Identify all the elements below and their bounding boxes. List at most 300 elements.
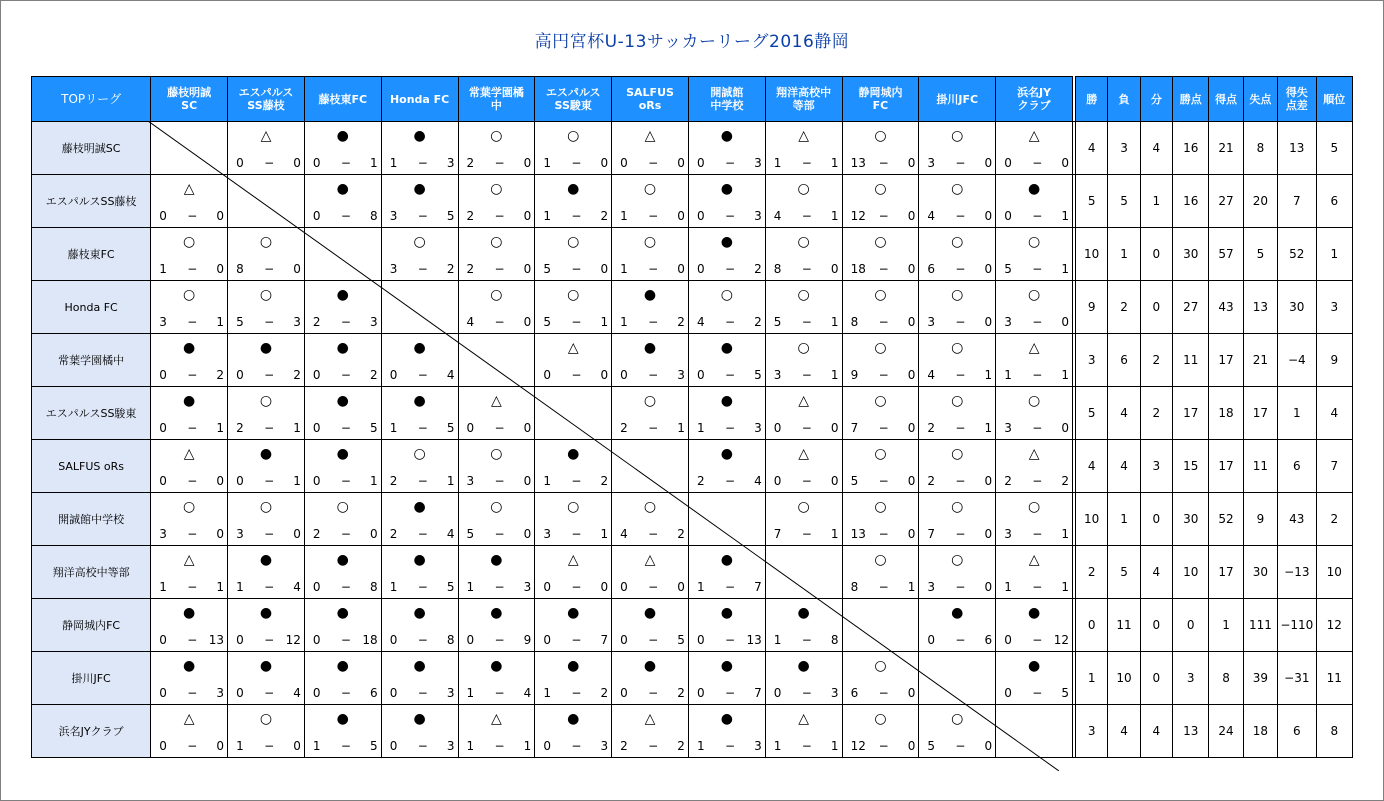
goals-against: 0 [216,262,225,276]
win-mark-icon: ○ [490,446,503,462]
win-mark-icon: ○ [797,340,810,356]
goals-for: 0 [696,209,705,223]
stat-draws: 2 [1140,334,1172,387]
stat-goal-difference: −31 [1278,652,1316,705]
goals-against: 0 [523,421,532,435]
stat-goals-scored: 43 [1209,281,1243,334]
column-header-stat: 分 [1140,77,1172,122]
score-dash: − [724,580,735,594]
loss-mark-icon: ● [259,552,273,568]
score-dash: − [955,262,966,276]
goals-for: 1 [159,580,167,594]
goals-against: 1 [677,421,685,435]
loss-mark-icon: ● [413,181,426,197]
stat-losses: 10 [1108,652,1140,705]
goals-for: 0 [543,580,551,594]
stat-losses: 6 [1108,334,1140,387]
goals-for: 0 [927,633,936,647]
goals-for: 0 [312,156,321,170]
draw-mark-icon: △ [567,552,579,568]
goals-for: 0 [620,633,628,647]
win-mark-icon: ○ [1027,287,1041,303]
win-mark-icon: ○ [951,340,964,356]
goals-against: 0 [600,368,609,382]
goals-against: 0 [293,527,301,541]
goals-for: 0 [696,633,705,647]
goals-for: 0 [389,368,398,382]
score-dash: − [955,580,966,594]
column-header-stat: 失点 [1243,77,1277,122]
stat-losses: 5 [1108,546,1140,599]
win-mark-icon: ○ [951,234,964,250]
score-dash: − [724,209,735,223]
goals-against: 0 [216,739,225,753]
win-mark-icon: ○ [951,287,964,303]
goals-for: 4 [927,209,936,223]
goals-against: 3 [754,739,762,753]
goals-against: 8 [370,209,378,223]
goals-for: 2 [927,474,936,488]
goals-against: 0 [907,527,916,541]
goals-for: 0 [620,368,628,382]
score-dash: − [648,527,659,541]
goals-for: 0 [773,421,782,435]
column-header-team: 藤枝東FC [304,77,381,122]
goals-against: 5 [1061,686,1069,700]
win-mark-icon: ○ [1027,234,1041,250]
stat-wins: 3 [1076,705,1108,758]
loss-mark-icon: ● [259,605,273,621]
goals-for: 0 [236,368,244,382]
loss-mark-icon: ● [643,605,657,621]
goals-for: 0 [543,739,551,753]
goals-for: 0 [312,580,321,594]
goals-against: 2 [677,527,685,541]
loss-mark-icon: ● [336,128,349,144]
win-mark-icon: ○ [874,393,887,409]
goals-for: 5 [543,262,551,276]
draw-mark-icon: △ [183,446,195,462]
loss-mark-icon: ● [183,340,196,356]
goals-for: 3 [389,209,398,223]
score-dash: − [724,156,735,170]
stat-goals-scored: 8 [1209,652,1243,705]
goals-against: 0 [677,580,685,594]
goals-for: 0 [312,686,321,700]
score-dash: − [571,580,582,594]
goals-for: 0 [159,739,167,753]
score-dash: − [340,368,351,382]
win-mark-icon: ○ [1027,499,1041,515]
draw-mark-icon: △ [491,393,502,409]
goals-against: 3 [293,315,301,329]
score-dash: − [187,686,198,700]
win-mark-icon: ○ [874,446,887,462]
stat-draws: 0 [1140,228,1172,281]
goals-for: 2 [620,739,628,753]
score-dash: − [417,156,428,170]
score-dash: − [648,739,659,753]
goals-against: 0 [984,580,993,594]
column-header-stat: 順位 [1316,77,1352,122]
win-mark-icon: ○ [797,499,810,515]
score-dash: − [801,315,812,329]
goals-for: 0 [159,209,167,223]
win-mark-icon: ○ [874,552,887,568]
score-dash: − [494,156,505,170]
score-dash: − [878,527,889,541]
goals-against: 4 [754,474,762,488]
draw-mark-icon: △ [183,181,195,197]
score-dash: − [187,580,198,594]
score-dash: − [494,421,505,435]
score-dash: − [724,633,735,647]
stat-goals-conceded: 13 [1243,281,1277,334]
goals-against: 8 [830,633,839,647]
goals-for: 1 [236,739,244,753]
score-dash: − [187,421,198,435]
loss-mark-icon: ● [720,711,733,727]
win-mark-icon: ○ [951,446,964,462]
score-dash: − [494,686,505,700]
score-dash: − [878,209,889,223]
goals-for: 0 [620,156,628,170]
goals-against: 0 [523,527,532,541]
loss-mark-icon: ● [567,605,580,621]
loss-mark-icon: ● [413,499,426,515]
goals-against: 1 [600,315,609,329]
goals-against: 0 [523,315,532,329]
goals-for: 4 [927,368,936,382]
goals-against: 0 [523,156,532,170]
goals-against: 1 [1061,527,1069,541]
goals-against: 0 [293,739,301,753]
score-dash: − [494,580,505,594]
goals-for: 0 [312,209,321,223]
goals-for: 6 [927,262,936,276]
score-dash: − [801,527,812,541]
goals-for: 18 [850,262,866,276]
loss-mark-icon: ● [567,711,580,727]
goals-for: 9 [850,368,859,382]
win-mark-icon: ○ [567,287,580,303]
stat-goal-difference: 43 [1278,493,1316,546]
goals-against: 0 [216,209,225,223]
score-dash: − [955,474,966,488]
draw-mark-icon: △ [1028,446,1040,462]
stat-goal-difference: 30 [1278,281,1316,334]
score-dash: − [417,368,428,382]
goals-against: 0 [984,315,993,329]
loss-mark-icon: ● [413,128,426,144]
loss-mark-icon: ● [720,658,733,674]
goals-for: 8 [850,580,859,594]
score-dash: − [648,262,659,276]
draw-mark-icon: △ [491,711,502,727]
goals-against: 0 [907,262,916,276]
goals-against: 5 [754,368,762,382]
stat-draws: 0 [1140,599,1172,652]
score-dash: − [878,739,889,753]
goals-against: 8 [370,580,378,594]
goals-for: 0 [620,686,628,700]
goals-against: 3 [754,156,762,170]
score-dash: − [340,527,351,541]
win-mark-icon: ○ [951,499,964,515]
stat-rank: 5 [1316,122,1352,175]
column-header-team: 翔洋高校中 等部 [765,77,842,122]
goals-for: 0 [773,474,782,488]
loss-mark-icon: ● [797,658,810,674]
goals-for: 1 [620,209,628,223]
loss-mark-icon: ● [720,234,733,250]
goals-for: 1 [543,156,551,170]
goals-against: 1 [830,527,839,541]
goals-for: 3 [389,262,398,276]
stat-goal-difference: 13 [1278,122,1316,175]
goals-for: 0 [389,686,398,700]
column-header-team: 浜名JY クラブ [996,77,1073,122]
draw-mark-icon: △ [798,446,810,462]
team-name: 掛川JFC [32,652,151,705]
loss-mark-icon: ● [720,605,733,621]
loss-mark-icon: ● [336,605,349,621]
score-dash: − [340,156,351,170]
win-mark-icon: ○ [183,234,196,250]
win-mark-icon: ○ [797,234,810,250]
score-dash: − [878,368,889,382]
goals-against: 7 [754,580,762,594]
stat-draws: 4 [1140,705,1172,758]
stat-rank: 10 [1316,546,1352,599]
goals-for: 4 [773,209,782,223]
loss-mark-icon: ● [1027,658,1041,674]
score-dash: − [340,580,351,594]
stat-losses: 2 [1108,281,1140,334]
score-dash: − [264,474,275,488]
stat-rank: 12 [1316,599,1352,652]
goals-against: 2 [677,315,685,329]
stat-points: 15 [1173,440,1209,493]
goals-for: 0 [696,368,705,382]
column-header-team: エスパルス SS駿東 [535,77,612,122]
goals-against: 5 [370,421,378,435]
goals-for: 3 [236,527,244,541]
goals-against: 3 [677,368,685,382]
score-dash: − [955,156,966,170]
loss-mark-icon: ● [336,658,349,674]
score-dash: − [1032,262,1043,276]
win-mark-icon: ○ [413,446,426,462]
goals-against: 0 [907,368,916,382]
draw-mark-icon: △ [567,340,579,356]
team-name: エスパルスSS駿東 [32,387,151,440]
score-dash: − [264,527,275,541]
draw-mark-icon: △ [1028,340,1040,356]
score-dash: − [417,262,428,276]
goals-against: 0 [293,156,301,170]
goals-for: 1 [773,633,782,647]
goals-for: 1 [1004,368,1012,382]
goals-against: 12 [1053,633,1069,647]
team-name: Honda FC [32,281,151,334]
win-mark-icon: ○ [490,499,503,515]
score-dash: − [571,156,582,170]
score-dash: − [187,209,198,223]
win-mark-icon: ○ [951,711,964,727]
goals-for: 1 [620,315,628,329]
goals-for: 0 [1004,633,1012,647]
stat-goal-difference: −13 [1278,546,1316,599]
goals-for: 0 [696,262,705,276]
stat-wins: 4 [1076,122,1108,175]
column-header-team: 藤枝明誠 SC [151,77,228,122]
stat-goal-difference: 6 [1278,440,1316,493]
goals-for: 3 [1004,421,1012,435]
goals-against: 0 [370,527,378,541]
win-mark-icon: ○ [643,393,657,409]
goals-for: 0 [543,368,551,382]
stat-losses: 4 [1108,440,1140,493]
goals-for: 0 [236,474,244,488]
win-mark-icon: ○ [490,128,503,144]
stat-goals-scored: 27 [1209,175,1243,228]
goals-for: 8 [773,262,782,276]
team-name: 翔洋高校中等部 [32,546,151,599]
stat-losses: 5 [1108,175,1140,228]
goals-against: 2 [600,474,609,488]
loss-mark-icon: ● [336,711,349,727]
goals-for: 0 [236,686,244,700]
win-mark-icon: ○ [490,181,503,197]
stat-rank: 9 [1316,334,1352,387]
goals-for: 3 [543,527,551,541]
loss-mark-icon: ● [720,552,733,568]
stat-points: 13 [1173,705,1209,758]
goals-against: 4 [523,686,532,700]
goals-against: 8 [446,633,455,647]
win-mark-icon: ○ [567,128,580,144]
loss-mark-icon: ● [336,340,349,356]
stat-goal-difference: 52 [1278,228,1316,281]
score-dash: − [417,580,428,594]
win-mark-icon: ○ [874,658,887,674]
goals-for: 1 [773,739,782,753]
goals-for: 2 [312,527,321,541]
score-dash: − [878,580,889,594]
stat-rank: 3 [1316,281,1352,334]
win-mark-icon: ○ [336,499,349,515]
goals-for: 2 [466,209,475,223]
goals-for: 1 [620,262,628,276]
goals-against: 1 [1061,580,1069,594]
draw-mark-icon: △ [1028,128,1040,144]
goals-for: 0 [312,633,321,647]
goals-against: 0 [830,474,839,488]
diagonal-line [148,121,1059,771]
score-dash: − [724,262,735,276]
goals-against: 1 [370,156,378,170]
score-dash: − [494,527,505,541]
goals-for: 1 [543,474,551,488]
loss-mark-icon: ● [720,393,733,409]
goals-against: 0 [984,209,993,223]
draw-mark-icon: △ [644,552,656,568]
score-dash: − [724,421,735,435]
loss-mark-icon: ● [490,605,503,621]
goals-against: 3 [446,156,455,170]
goals-against: 0 [907,739,916,753]
stat-losses: 3 [1108,122,1140,175]
goals-against: 0 [984,262,993,276]
goals-against: 0 [216,527,225,541]
stat-wins: 10 [1076,228,1108,281]
goals-for: 3 [159,527,167,541]
goals-against: 4 [446,527,455,541]
loss-mark-icon: ● [567,181,580,197]
goals-against: 1 [216,580,225,594]
win-mark-icon: ○ [874,181,887,197]
goals-for: 6 [850,686,859,700]
goals-against: 0 [600,156,609,170]
score-dash: − [801,633,812,647]
score-dash: − [724,686,735,700]
loss-mark-icon: ● [720,128,733,144]
stat-wins: 5 [1076,175,1108,228]
goals-for: 2 [466,262,475,276]
goals-for: 0 [236,156,244,170]
goals-against: 18 [362,633,378,647]
loss-mark-icon: ● [490,552,503,568]
score-dash: − [264,633,275,647]
win-mark-icon: ○ [874,128,887,144]
score-dash: − [648,156,659,170]
goals-against: 3 [446,739,455,753]
goals-against: 4 [293,580,301,594]
goals-for: 0 [1004,156,1012,170]
column-header-team: 常葉学園橘 中 [458,77,535,122]
score-dash: − [494,262,505,276]
goals-against: 0 [907,474,916,488]
column-header-team: SALFUS oRs [612,77,689,122]
goals-against: 5 [677,633,685,647]
score-dash: − [724,739,735,753]
goals-for: 0 [466,633,475,647]
stat-wins: 2 [1076,546,1108,599]
goals-for: 1 [389,580,398,594]
loss-mark-icon: ● [951,605,964,621]
score-dash: − [724,368,735,382]
corner-header: TOPリーグ [32,77,151,122]
goals-against: 13 [746,633,762,647]
team-name: 開誠館中学校 [32,493,151,546]
stat-wins: 0 [1076,599,1108,652]
score-dash: − [340,209,351,223]
score-dash: − [801,368,812,382]
stat-goals-scored: 24 [1209,705,1243,758]
score-dash: − [648,686,659,700]
score-dash: − [1032,474,1043,488]
win-mark-icon: ○ [259,711,273,727]
goals-for: 3 [1004,527,1012,541]
goals-against: 5 [446,209,455,223]
goals-against: 3 [830,686,839,700]
stat-goals-conceded: 21 [1243,334,1277,387]
score-dash: − [264,739,275,753]
goals-for: 0 [543,633,551,647]
team-name: SALFUS oRs [32,440,151,493]
loss-mark-icon: ● [336,287,349,303]
